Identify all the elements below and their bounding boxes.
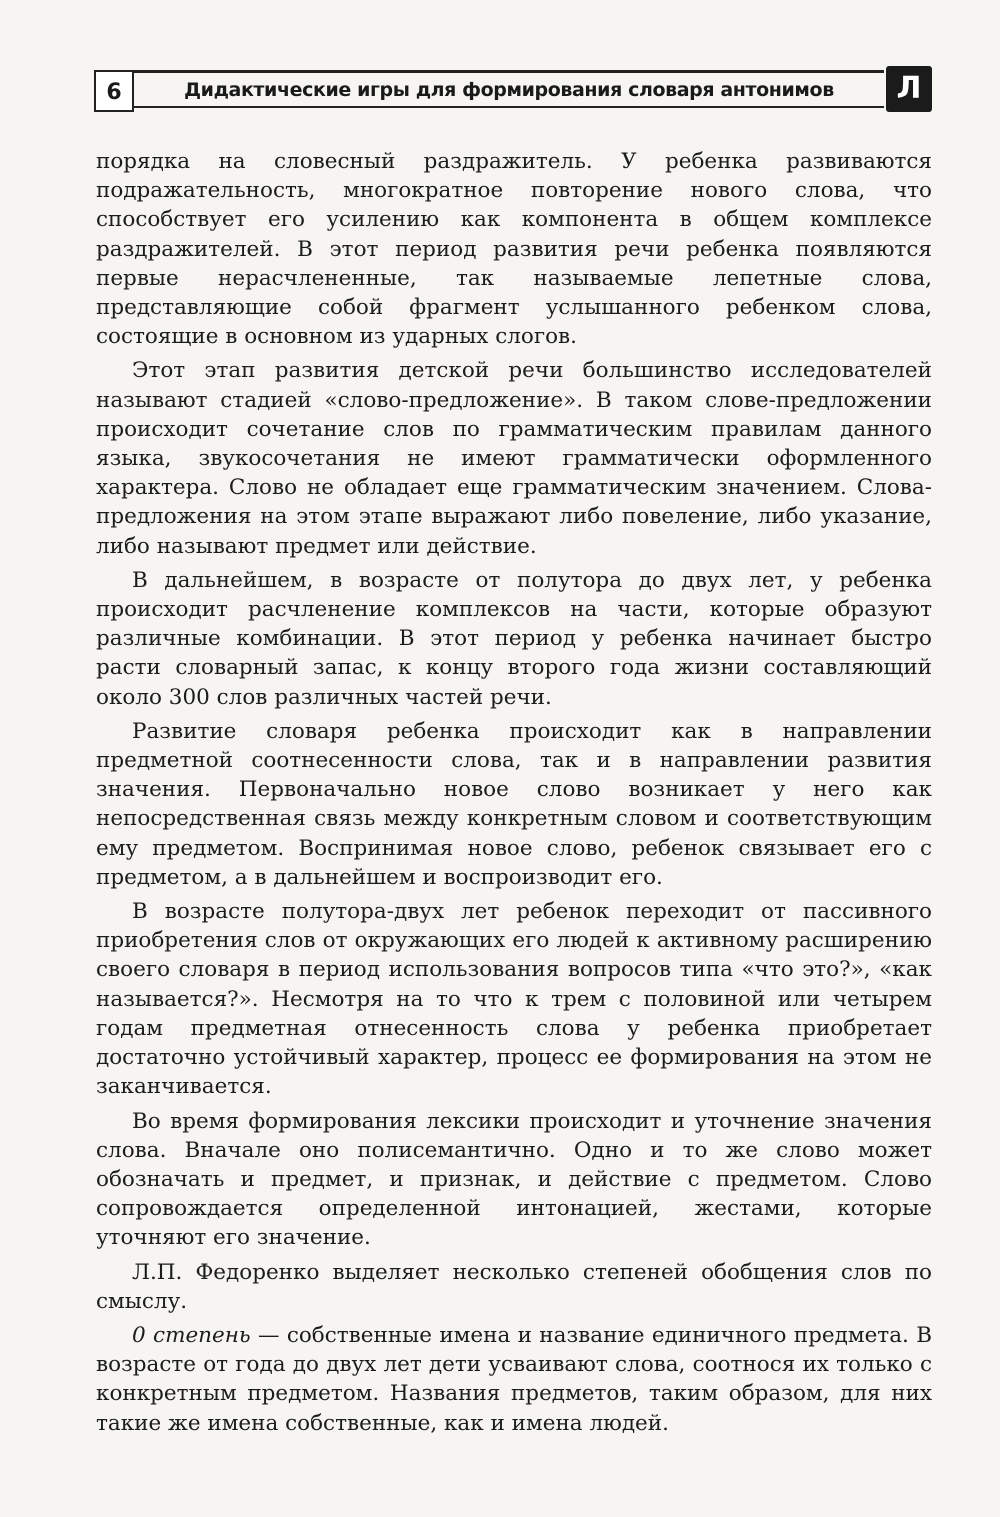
paragraph-2: Этот этап развития детской речи большинство исследователей называют стадией «слово-предложение». В таком слове-предложении происходит сочетание слов по грамматическим правилам данного языка, звукосочетания не имеют грамматически оформленного характера. Слово не обладает еще грамматическим значением. Слова-предложения на этом этапе выражают либо повеление, либо указание, либо называют предмет или действие.	[96, 358, 932, 559]
paragraph-4: Развитие словаря ребенка происходит как в направлении предметной соотнесенности слова, так и в направлении развития значения. Первоначально новое слово возникает у него как непосредственная связь между конкретным словом и соответствующим ему предметом. Воспринимая новое слово, ребенок связывает его с предметом, а в дальнейшем и воспроизводит его.	[96, 718, 932, 890]
paragraph-6: Во время формирования лексики происходит и уточнение значения слова. Вначале оно полисемантично. Одно и то же слово может обозначать и предмет, и признак, и действие с предметом. Слово сопровождается определенной интонацией, жестами, которые уточняют его значение.	[96, 1108, 932, 1251]
page-number: 6	[94, 70, 134, 112]
paragraph-8	[96, 1321, 932, 1438]
chapter-title: Дидактические игры для формирования словаря антонимов	[184, 79, 834, 101]
paragraph-5: В возрасте полутора-двух лет ребенок переходит от пассивного приобретения слов от окружающих его людей к активному расширению своего словаря в период использования вопросов типа «что это?», «как называется?». Несмотря на то что к трем с половиной или четырем годам предметная отнесенность слова у ребенка приобретает достаточно устойчивый характер, процесс ее формирования на этом не заканчивается.	[96, 899, 932, 1100]
body-text	[96, 147, 932, 1443]
degree-definition: — собственные имена и название единичного предмета. В возрасте от года до двух лет дети усваивают слова, соотнося их только с конкретным предметом. Названия предметов, таким образом, для них такие же имена собственные, как и имена людей.	[96, 1322, 933, 1436]
paragraph-1: порядка на словесный раздражитель. У ребенка развиваются подражательность, многократное повторение нового слова, что способствует его усилению как компонента в общем комплексе раздражителей. В этот период развития речи ребенка появляются первые нерасчлененные, так называемые лепетные слова, представляющие собой фрагмент услышанного ребенком слова, состоящие в основном из ударных слогов.	[96, 149, 932, 350]
paragraph-3: В дальнейшем, в возрасте от полутора до двух лет, у ребенка происходит расчленение комплексов на части, которые образуют различные комбинации. В этот период у ребенка начинает быстро расти словарный запас, к концу второго года жизни составляющий около 300 слов различных частей речи.	[96, 567, 932, 710]
degree-term: 0 степень	[132, 1322, 251, 1348]
paragraph-7: Л.П. Федоренко выделяет несколько степеней обобщения слов по смыслу.	[96, 1259, 932, 1314]
section-letter-badge: Л	[886, 66, 932, 112]
header-rule-bottom	[134, 106, 884, 108]
header-rule-top	[134, 70, 884, 73]
running-header	[94, 66, 932, 114]
